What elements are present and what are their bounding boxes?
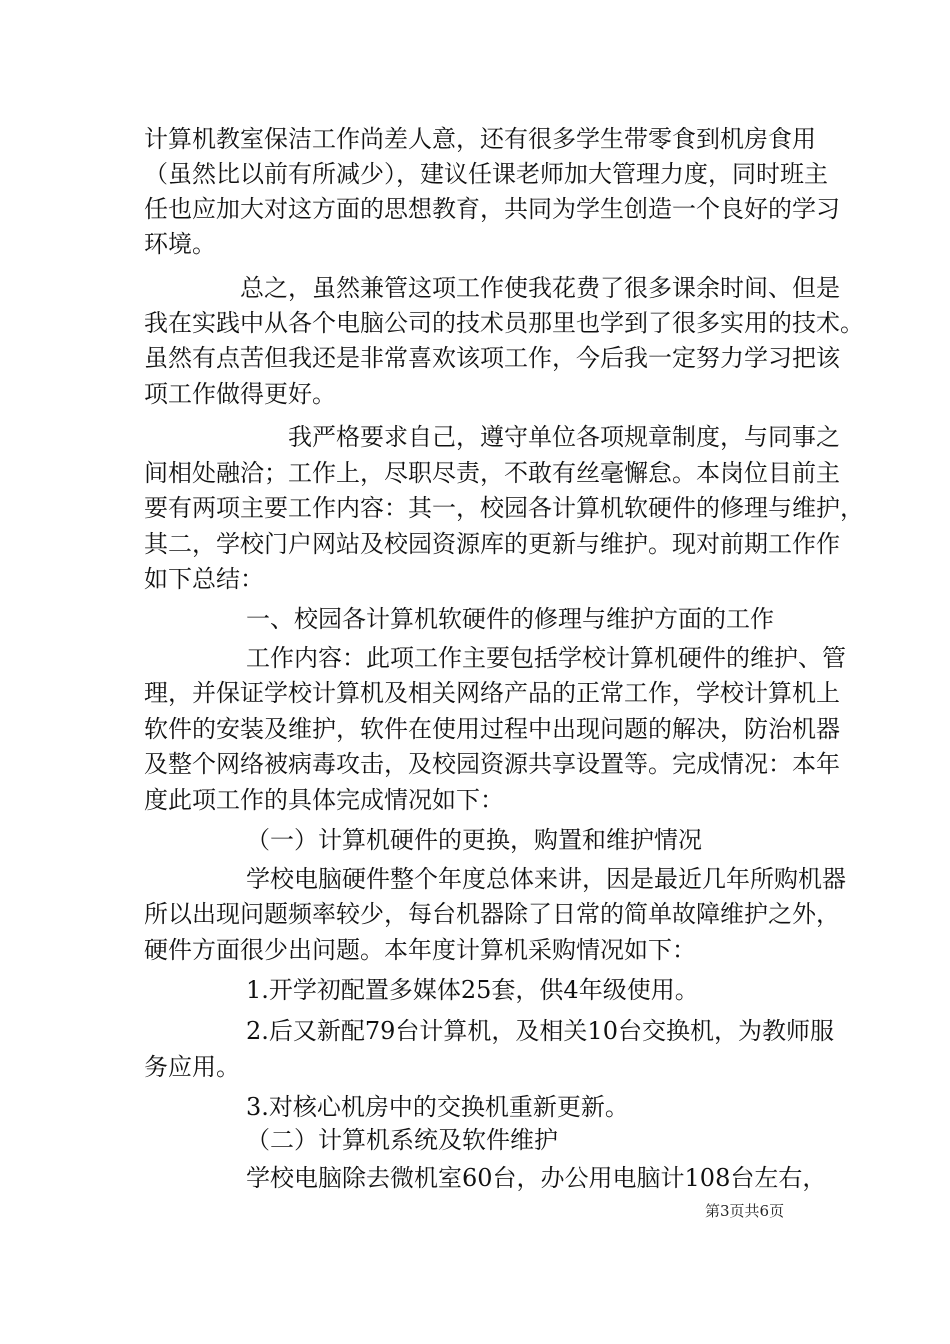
list-item: 3.对核心机房中的交换机重新更新。 bbox=[246, 1093, 629, 1121]
text-line: 及整个网络被病毒攻击，及校园资源共享设置等。完成情况：本年 bbox=[144, 750, 840, 778]
subsection-heading: （二）计算机系统及软件维护 bbox=[246, 1126, 558, 1154]
text-line: 其二，学校门户网站及校园资源库的更新与维护。现对前期工作作 bbox=[144, 530, 840, 558]
text-line: 任也应加大对这方面的思想教育，共同为学生创造一个良好的学习 bbox=[144, 195, 840, 223]
text-line: 工作内容：此项工作主要包括学校计算机硬件的维护、管 bbox=[246, 644, 846, 672]
text-line: 硬件方面很少出问题。本年度计算机采购情况如下： bbox=[144, 936, 696, 964]
text-line: 项工作做得更好。 bbox=[144, 380, 336, 408]
list-item: 2.后又新配79台计算机，及相关10台交换机，为教师服 bbox=[246, 1017, 834, 1045]
text-line: 环境。 bbox=[144, 230, 216, 258]
subsection-heading: （一）计算机硬件的更换，购置和维护情况 bbox=[246, 826, 702, 854]
text-line: 理，并保证学校计算机及相关网络产品的正常工作，学校计算机上 bbox=[144, 679, 840, 707]
text-line: 间相处融洽；工作上，尽职尽责，不敢有丝毫懈怠。本岗位目前主 bbox=[144, 459, 840, 487]
text-line: 务应用。 bbox=[144, 1053, 240, 1081]
text-line: 总之，虽然兼管这项工作使我花费了很多课余时间、但是 bbox=[240, 274, 840, 302]
text-line: 我在实践中从各个电脑公司的技术员那里也学到了很多实用的技术。 bbox=[144, 309, 864, 337]
text-line: 我严格要求自己，遵守单位各项规章制度，与同事之 bbox=[288, 423, 840, 451]
text-line: 计算机教室保洁工作尚差人意，还有很多学生带零食到机房食用 bbox=[144, 125, 816, 153]
text-line: 要有两项主要工作内容：其一，校园各计算机软硬件的修理与维护， bbox=[144, 494, 864, 522]
list-item: 1.开学初配置多媒体25套，供4年级使用。 bbox=[246, 976, 699, 1004]
text-line: 虽然有点苦但我还是非常喜欢该项工作，今后我一定努力学习把该 bbox=[144, 344, 840, 372]
text-line: 学校电脑硬件整个年度总体来讲，因是最近几年所购机器 bbox=[246, 865, 846, 893]
text-line: 所以出现问题频率较少，每台机器除了日常的简单故障维护之外， bbox=[144, 900, 840, 928]
text-line: 学校电脑除去微机室60台，办公用电脑计108台左右， bbox=[246, 1164, 827, 1192]
text-line: 如下总结： bbox=[144, 565, 264, 593]
text-line: （虽然比以前有所减少），建议任课老师加大管理力度，同时班主 bbox=[144, 160, 828, 188]
text-line: 软件的安装及维护，软件在使用过程中出现问题的解决，防治机器 bbox=[144, 715, 840, 743]
page-number: 第3页共6页 bbox=[705, 1202, 785, 1220]
section-heading: 一、校园各计算机软硬件的修理与维护方面的工作 bbox=[246, 605, 774, 633]
text-line: 度此项工作的具体完成情况如下： bbox=[144, 786, 504, 814]
